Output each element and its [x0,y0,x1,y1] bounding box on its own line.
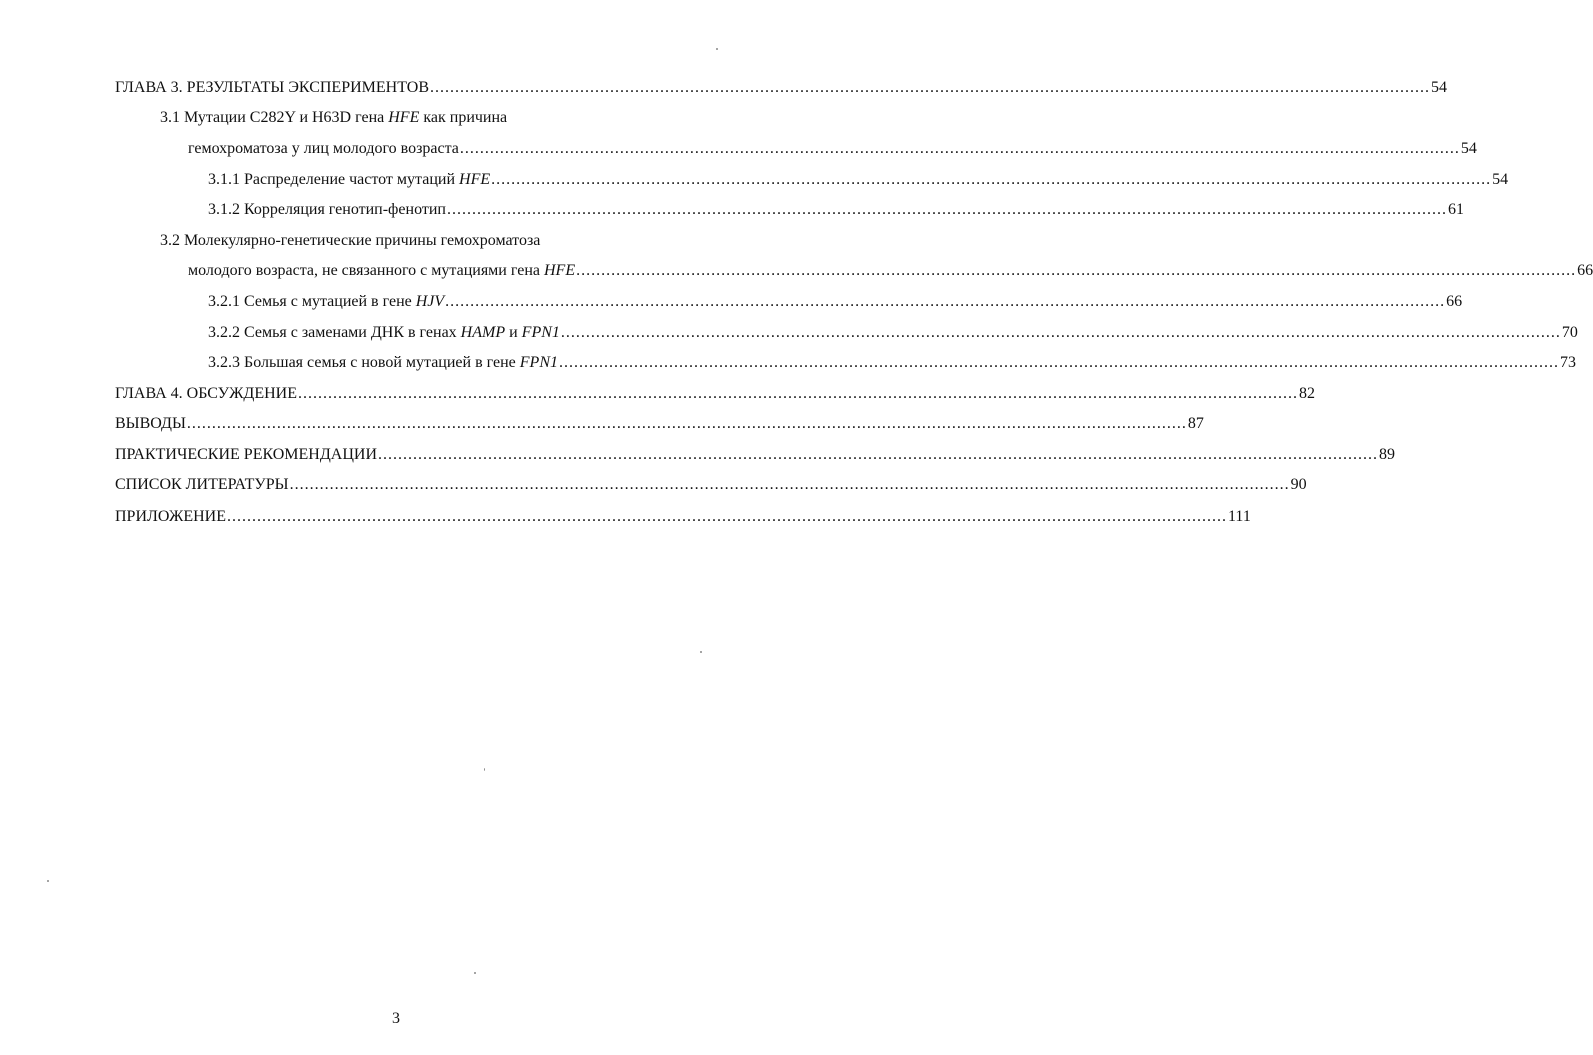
dot-leader: ........................................................................................................................................................................................................ [459,140,1460,157]
toc-entry-chapter-3 [115,75,1447,101]
toc-title: 3.1.1 Распределение частот мутаций HFE [208,171,491,188]
dot-leader: ........................................................................................................................................................................................................ [298,385,1298,402]
toc-entry-recommendations [115,442,1395,468]
toc-entry-3-2-line-1 [160,228,540,254]
dot-leader: ........................................................................................................................................................................................................ [558,354,1559,371]
toc-title: 3.2.1 Семья с мутацией в гене HJV [208,293,445,310]
toc-title: СПИСОК ЛИТЕРАТУРЫ [115,476,289,493]
gene-name: HJV [415,293,445,310]
toc-page-number: 66 [1446,293,1463,310]
toc-entry-3-2-2 [208,320,1578,346]
toc-title: 3.1.2 Корреляция генотип-фенотип [208,201,446,218]
toc-title: ВЫВОДЫ [115,415,186,432]
dot-leader: ........................................................................................................................................................................................................ [186,415,1187,432]
dot-leader: ........................................................................................................................................................................................................ [447,201,1447,218]
toc-page-number: 73 [1559,354,1576,371]
toc-title: молодого возраста, не связанного с мутациями гена HFE [188,262,576,279]
toc-page-number: 89 [1379,446,1395,463]
dot-leader: ........................................................................................................................................................................................................ [289,476,1290,493]
gene-name: HFE [388,109,420,126]
gene-name: FPN1 [521,324,560,341]
toc-entry-3-1-2 [208,197,1464,223]
gene-name: HAMP [460,324,506,341]
dot-leader: ........................................................................................................................................................................................................ [430,79,1430,96]
toc-title: 3.2.2 Семья с заменами ДНК в генах HAMP и FPN1 [208,324,560,341]
toc-title: ПРИЛОЖЕНИЕ [115,508,227,525]
scan-speck [700,651,702,653]
toc-entry-chapter-4 [115,381,1315,407]
toc-entry-3-2-line-2 [188,258,1593,284]
toc-page-number: 90 [1290,476,1307,493]
toc-title: ПРАКТИЧЕСКИЕ РЕКОМЕНДАЦИИ [115,446,377,463]
toc-page-number: 111 [1228,508,1251,525]
toc-entry-3-2-3 [208,350,1576,376]
scan-speck [47,880,49,882]
toc-page-number: 54 [1431,79,1447,96]
dot-leader: ........................................................................................................................................................................................................ [445,293,1446,310]
gene-name: FPN1 [519,354,558,371]
page-number: 3 [392,1010,400,1027]
toc-page-number: 87 [1187,415,1204,432]
scan-speck [716,48,718,50]
toc-title: ГЛАВА 3. РЕЗУЛЬТАТЫ ЭКСПЕРИМЕНТОВ [115,79,429,96]
dot-leader: ........................................................................................................................................................................................................ [227,508,1228,525]
toc-page-number: 66 [1577,262,1593,279]
toc-page-number: 82 [1299,385,1315,402]
toc-page-number: 54 [1460,140,1477,157]
toc-title: ГЛАВА 4. ОБСУЖДЕНИЕ [115,385,297,402]
scan-speck [474,972,476,974]
toc-title: 3.1 Мутации С282Y и H63D гена HFE как причина [160,109,508,126]
dot-leader: ........................................................................................................................................................................................................ [378,446,1378,463]
dot-leader: ........................................................................................................................................................................................................ [491,171,1492,188]
dot-leader: ........................................................................................................................................................................................................ [576,262,1577,279]
toc-entry-3-1-1 [208,167,1509,193]
dot-leader: ........................................................................................................................................................................................................ [560,324,1561,341]
toc-entry-conclusions [115,411,1204,437]
toc-entry-3-1-line-1 [160,105,507,131]
toc-entry-3-2-1 [208,289,1463,315]
toc-page-number: 54 [1492,171,1509,188]
toc-page-number: 61 [1448,201,1464,218]
toc-title: 3.2.3 Большая семья с новой мутацией в гене FPN1 [208,354,558,371]
toc-page-number: 70 [1561,324,1578,341]
gene-name: HFE [543,262,576,279]
scan-speck [484,768,485,771]
toc-entry-3-1-line-2 [188,136,1477,162]
gene-name: HFE [459,171,491,188]
toc-entry-references [115,472,1307,498]
toc-entry-appendix [115,504,1251,530]
toc-title: 3.2 Молекулярно-генетические причины гемохроматоза [160,232,541,249]
toc-title: гемохроматоза у лиц молодого возраста [188,140,459,157]
